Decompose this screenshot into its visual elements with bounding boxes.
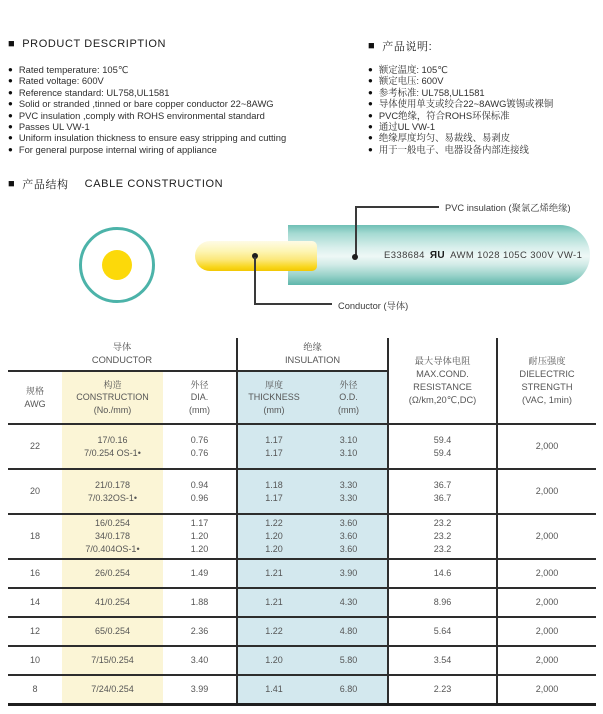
cell-construction: 26/0.254: [62, 559, 163, 588]
cell-od: 3.60 3.60 3.60: [310, 514, 388, 559]
table-row: [8, 514, 596, 559]
construction-header-line: (No./mm): [93, 404, 132, 415]
cell-dia: 3.40: [163, 646, 237, 675]
specification-table-container: [8, 338, 596, 706]
cell-resistance: 14.6: [388, 559, 497, 588]
pvc-insulation-label: PVC insulation (聚氯乙烯绝缘): [445, 203, 571, 213]
cell-od: 4.80: [310, 617, 388, 646]
conductor-core-circle: [102, 250, 132, 280]
description-item-text: 参考标准: UL758,UL1581: [378, 86, 485, 98]
cell-dia: 3.99: [163, 675, 237, 705]
table-row: [8, 469, 596, 514]
cable-print-text: [384, 250, 582, 261]
cell-thickness: 1.22: [237, 617, 310, 646]
construction-header-line: CONSTRUCTION: [76, 392, 149, 403]
cell-dia: 1.17 1.20 1.20: [163, 514, 237, 559]
cell-awg: 10: [8, 646, 62, 675]
cell-awg: 8: [8, 675, 62, 705]
description-item-text: 额定温度: 105℃: [378, 64, 448, 75]
cell-awg: 20: [8, 469, 62, 514]
description-item: [368, 75, 553, 86]
conductor-group-en: CONDUCTOR: [91, 355, 153, 365]
bullet-icon: ●: [8, 110, 13, 120]
conductor-leader-vertical-line: [254, 257, 256, 304]
resistance-header-line: (Ω/km,20℃,DC): [408, 394, 477, 405]
cell-resistance: 8.96: [388, 588, 497, 617]
resistance-header-line: 最大导体电阻: [414, 355, 471, 366]
table-row: [8, 588, 596, 617]
spec-table-head: [8, 338, 596, 424]
bullet-icon: ●: [368, 76, 373, 86]
dia-header-line: 外径: [190, 379, 209, 390]
od-header: [310, 371, 388, 424]
dia-header-line: (mm): [189, 404, 210, 415]
cell-thickness: 1.21: [237, 559, 310, 588]
description-item: [368, 132, 553, 143]
cell-resistance: 23.2 23.2 23.2: [388, 514, 497, 559]
black-square-icon: ■: [8, 178, 16, 190]
cell-thickness: 1.17 1.17: [237, 424, 310, 469]
cell-awg: 12: [8, 617, 62, 646]
bullet-icon: ●: [368, 144, 373, 154]
bullet-icon: ●: [8, 99, 13, 109]
description-item-text: 用于一般电子、电器设备内部连接线: [378, 143, 529, 155]
description-item-text: 导体使用单支或绞合22~8AWG镀锡或裸铜: [378, 98, 554, 110]
description-item-text: Uniform insulation thickness to ensure easy stripping and cutting: [18, 132, 287, 144]
bullet-icon: ●: [8, 76, 13, 86]
cert-number: E338684: [384, 250, 425, 261]
cell-awg: 16: [8, 559, 62, 588]
pvc-leader-dot: [352, 254, 358, 260]
cell-thickness: 1.41: [237, 675, 310, 705]
insulation-group-cn: 绝缘: [303, 342, 322, 352]
thickness-header-line: THICKNESS: [248, 392, 300, 403]
description-list-en: [8, 64, 286, 155]
product-description-title: PRODUCT DESCRIPTION: [22, 38, 167, 50]
cell-od: 3.90: [310, 559, 388, 588]
dia-header: [163, 371, 237, 424]
cell-thickness: 1.22 1.20 1.20: [237, 514, 310, 559]
table-row: [8, 559, 596, 588]
bullet-icon: ●: [8, 65, 13, 74]
description-item: [368, 98, 553, 109]
conductor-group-cn: 导体: [112, 342, 132, 352]
cell-resistance: 5.64: [388, 617, 497, 646]
bullet-icon: ●: [368, 110, 373, 120]
cell-dielectric: 2,000: [497, 424, 596, 469]
dielectric-header-line: (VAC, 1min): [522, 394, 572, 405]
dielectric-header-line: DIELECTRIC: [519, 368, 575, 379]
description-item: [8, 87, 286, 98]
description-item: [368, 110, 553, 121]
cell-dielectric: 2,000: [497, 675, 596, 705]
black-square-icon: ■: [368, 40, 376, 52]
resistance-header-line: RESISTANCE: [413, 381, 472, 392]
table-row: [8, 617, 596, 646]
cable-spec-text: AWM 1028 105C 300V VW-1: [450, 250, 583, 261]
product-description-cn-title: 产品说明:: [382, 41, 433, 53]
cell-construction: 21/0.178 7/0.32OS-1•: [62, 469, 163, 514]
thickness-header-line: 厚度: [264, 379, 283, 390]
cell-awg: 18: [8, 514, 62, 559]
pvc-leader-vertical-line: [355, 206, 357, 257]
dielectric-header-line: STRENGTH: [521, 381, 573, 392]
ul-recognized-mark-icon: ЯU: [429, 250, 446, 261]
description-item: [368, 64, 553, 75]
cell-dielectric: 2,000: [497, 617, 596, 646]
cell-construction: 41/0.254: [62, 588, 163, 617]
spec-table-body: [8, 424, 596, 705]
od-header-line: 外径: [339, 379, 358, 390]
cell-awg: 14: [8, 588, 62, 617]
cable-construction-title-cn: 产品结构: [22, 179, 69, 191]
description-item-text: Solid or stranded ,tinned or bare copper conductor 22~8AWG: [18, 98, 274, 110]
cell-construction: 7/15/0.254: [62, 646, 163, 675]
description-item-text: Rated voltage: 600V: [18, 75, 104, 87]
construction-header-line: 构造: [103, 379, 122, 390]
bullet-icon: ●: [368, 87, 373, 97]
bullet-icon: ●: [368, 65, 373, 74]
description-item: [8, 75, 286, 86]
conductor-label: Conductor (导体): [338, 301, 409, 311]
cell-thickness: 1.21: [237, 588, 310, 617]
thickness-header-line: (mm): [263, 404, 285, 415]
cell-dielectric: 2,000: [497, 559, 596, 588]
cell-thickness: 1.20: [237, 646, 310, 675]
awg-header-line: 规格: [25, 386, 44, 396]
table-row: [8, 424, 596, 469]
cell-dielectric: 2,000: [497, 646, 596, 675]
cable-construction-title-en: CABLE CONSTRUCTION: [84, 178, 224, 190]
cell-dia: 1.88: [163, 588, 237, 617]
cable-construction-header: [8, 176, 223, 192]
cell-construction: 17/0.16 7/0.254 OS-1•: [62, 424, 163, 469]
group-header-row: [8, 338, 596, 371]
description-item-text: 绝缘厚度均匀、易裁线、易剥皮: [378, 132, 511, 144]
bullet-icon: ●: [368, 99, 373, 109]
product-description-cn-header: [368, 38, 432, 54]
specification-table: [8, 338, 596, 706]
cell-resistance: 36.7 36.7: [388, 469, 497, 514]
bullet-icon: ●: [8, 121, 13, 131]
description-item: [8, 132, 286, 143]
description-item: [368, 87, 553, 98]
cell-dielectric: 2,000: [497, 514, 596, 559]
cell-construction: 7/24/0.254: [62, 675, 163, 705]
bullet-icon: ●: [8, 133, 13, 143]
bullet-icon: ●: [368, 121, 373, 131]
description-item-text: 额定电压: 600V: [378, 75, 444, 87]
cell-dia: 0.94 0.96: [163, 469, 237, 514]
cell-dia: 1.49: [163, 559, 237, 588]
description-item: [8, 110, 286, 121]
black-square-icon: ■: [8, 38, 16, 50]
table-row: [8, 675, 596, 705]
description-item-text: Rated temperature: 105℃: [18, 64, 129, 75]
description-item: [368, 121, 553, 132]
od-header-line: O.D.: [339, 392, 358, 403]
conductor-group-header: [8, 338, 237, 371]
cell-awg: 22: [8, 424, 62, 469]
description-item-text: Reference standard: UL758,UL1581: [18, 86, 170, 98]
cell-od: 3.10 3.10: [310, 424, 388, 469]
dielectric-header: [497, 338, 596, 424]
cell-thickness: 1.18 1.17: [237, 469, 310, 514]
thickness-header: [237, 371, 310, 424]
dielectric-header-line: 耐压强度: [528, 355, 566, 366]
resistance-header-line: MAX.COND.: [416, 368, 469, 379]
description-item: [8, 144, 286, 155]
construction-header: [62, 371, 163, 424]
awg-header: [8, 371, 62, 424]
table-row: [8, 646, 596, 675]
cell-od: 4.30: [310, 588, 388, 617]
description-item: [368, 144, 553, 155]
description-item-text: PVC绝缘，符合ROHS环保标准: [378, 109, 510, 121]
bullet-icon: ●: [8, 87, 13, 97]
bullet-icon: ●: [368, 133, 373, 143]
cell-construction: 65/0.254: [62, 617, 163, 646]
cell-od: 6.80: [310, 675, 388, 705]
cell-construction: 16/0.254 34/0.178 7/0.404OS-1•: [62, 514, 163, 559]
cell-resistance: 3.54: [388, 646, 497, 675]
cell-od: 3.30 3.30: [310, 469, 388, 514]
conductor-leader-horizontal-line: [254, 303, 332, 305]
dia-header-line: DIA.: [190, 392, 209, 403]
cell-dia: 2.36: [163, 617, 237, 646]
product-description-header: [8, 38, 166, 50]
cell-resistance: 59.4 59.4: [388, 424, 497, 469]
description-item-text: PVC insulation ,comply with ROHS environmental standard: [18, 109, 265, 121]
cell-od: 5.80: [310, 646, 388, 675]
cell-resistance: 2.23: [388, 675, 497, 705]
description-item: [8, 98, 286, 109]
description-item: [8, 64, 286, 75]
bullet-icon: ●: [8, 144, 13, 154]
cell-dielectric: 2,000: [497, 588, 596, 617]
resistance-header: [388, 338, 497, 424]
cell-dielectric: 2,000: [497, 469, 596, 514]
insulation-group-header: [237, 338, 388, 371]
pvc-leader-horizontal-line: [355, 206, 439, 208]
cell-dia: 0.76 0.76: [163, 424, 237, 469]
od-header-line: (mm): [338, 404, 359, 415]
insulation-group-en: INSULATION: [284, 355, 341, 365]
description-item-text: For general purpose internal wiring of appliance: [18, 143, 217, 155]
description-list-cn: [368, 64, 553, 155]
description-item: [8, 121, 286, 132]
awg-header-line: AWG: [24, 398, 46, 409]
description-item-text: Passes UL VW-1: [18, 120, 90, 132]
description-item-text: 通过UL VW-1: [378, 120, 436, 132]
